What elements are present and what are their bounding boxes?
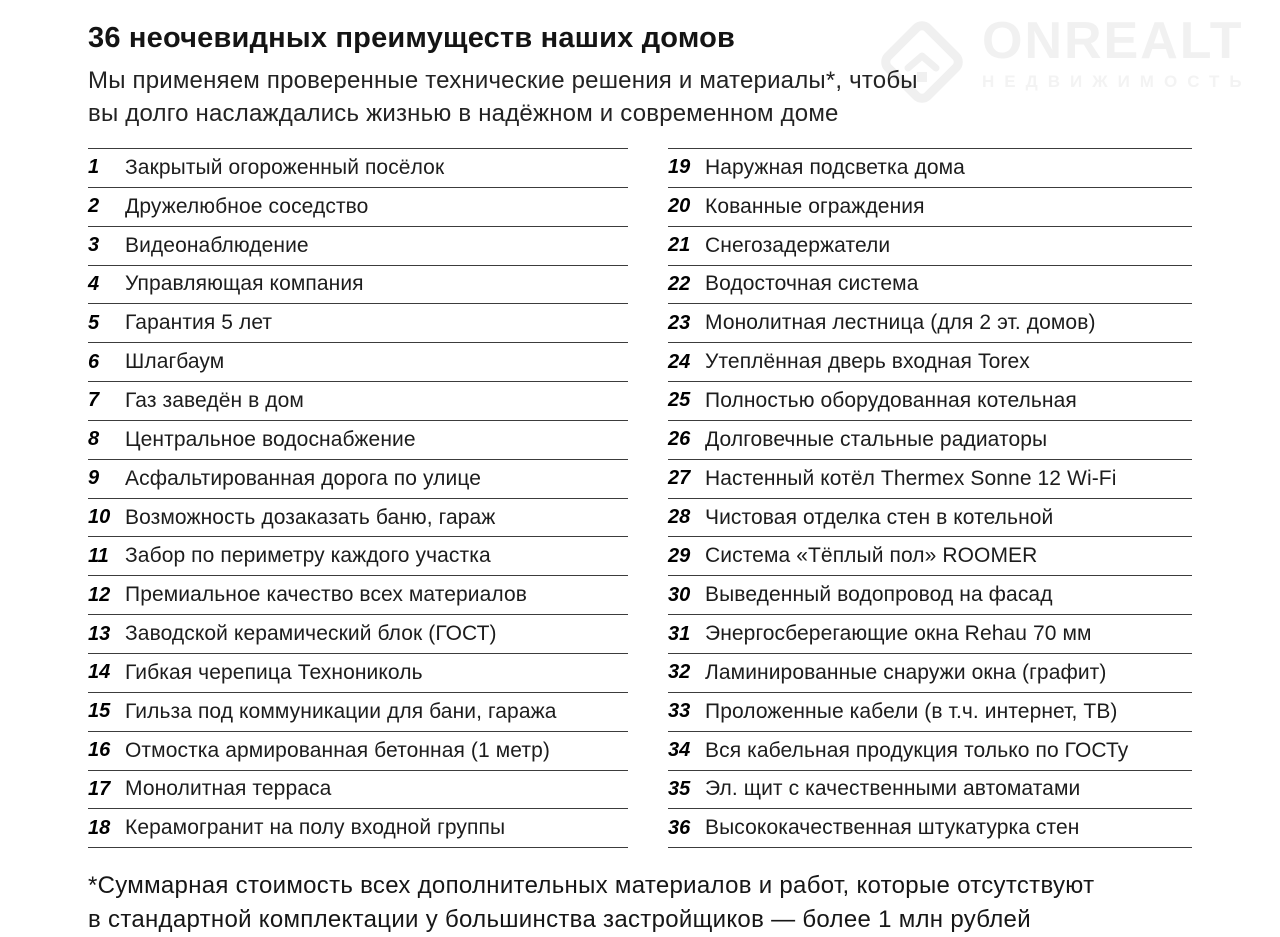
advantage-label: Гибкая черепица Технониколь [125,660,423,684]
advantage-label: Выведенный водопровод на фасад [705,583,1053,607]
advantage-number: 15 [88,700,111,723]
advantage-number: 1 [88,156,100,179]
advantage-number: 23 [668,311,691,334]
subtitle-line-2: вы долго наслаждались жизнью в надёжном и современном доме [88,100,839,127]
advantage-number: 27 [668,467,691,490]
advantage-row [668,692,1192,731]
advantage-row [668,420,1192,459]
advantage-number: 22 [668,272,691,295]
advantages-column-right [668,148,1192,848]
advantage-number: 19 [668,156,691,179]
advantage-number: 11 [88,544,109,567]
advantage-number: 16 [88,739,111,762]
advantage-label: Настенный котёл Thermex Sonne 12 Wi-Fi [705,466,1117,490]
advantage-number: 4 [88,272,100,295]
advantage-row [88,692,628,731]
advantage-row [88,420,628,459]
advantage-row [88,226,628,265]
advantage-label: Газ заведён в дом [125,388,304,412]
advantage-label: Премиальное качество всех материалов [125,583,528,607]
advantage-label: Система «Тёплый пол» ROOMER [705,544,1038,568]
watermark-brand: ONREALT [982,12,1244,70]
advantage-row [668,459,1192,498]
advantage-row [668,808,1192,847]
advantage-label: Шлагбаум [125,350,225,374]
advantage-label: Центральное водоснабжение [125,427,416,451]
advantage-number: 24 [668,350,691,373]
page-title: 36 неочевидных преимуществ наших домов [88,22,736,54]
advantage-label: Видеонаблюдение [125,233,309,257]
advantage-number: 6 [88,350,100,373]
advantage-label: Энергосберегающие окна Rehau 70 мм [705,622,1092,646]
advantage-label: Проложенные кабели (в т.ч. интернет, ТВ) [705,699,1118,723]
footnote-line-2-partial: в стандартной комплектации у большинства застройщиков — более 1 млн рублей [88,906,1031,933]
advantage-label: Утеплённая дверь входная Torex [705,350,1030,374]
advantage-row [88,653,628,692]
subtitle-line-1: Мы применяем проверенные технические решения и материалы*, чтобы [88,67,918,94]
advantage-number: 25 [668,389,691,412]
advantage-number: 35 [668,777,691,800]
advantage-row [668,265,1192,304]
advantage-number: 5 [88,311,100,334]
advantage-row [88,808,628,847]
advantage-number: 26 [668,428,691,451]
advantage-number: 30 [668,583,691,606]
advantage-label: Гильза под коммуникации для бани, гаража [125,699,557,723]
advantage-row [668,614,1192,653]
advantage-label: Эл. щит с качественными автоматами [705,777,1081,801]
advantage-number: 10 [88,506,111,529]
advantage-number: 28 [668,506,691,529]
advantage-row [88,381,628,420]
watermark-text [982,12,1252,92]
advantage-row [668,381,1192,420]
advantage-label: Гарантия 5 лет [125,311,273,335]
advantages-column-left [88,148,628,848]
advantage-number: 36 [668,816,691,839]
onrealt-watermark [872,12,1252,112]
advantage-number: 34 [668,739,691,762]
advantage-label: Наружная подсветка дома [705,155,965,179]
advantages-columns [88,148,1192,848]
advantage-label: Дружелюбное соседство [125,194,369,218]
advantage-number: 29 [668,544,691,567]
advantage-number: 14 [88,661,111,684]
advantage-row [668,536,1192,575]
advantage-label: Высококачественная штукатурка стен [705,816,1080,840]
advantage-row [668,303,1192,342]
advantage-row [88,303,628,342]
advantage-row [668,148,1192,187]
advantage-row [88,498,628,537]
advantage-row [668,498,1192,537]
advantage-number: 20 [668,195,691,218]
advantage-number: 9 [88,467,100,490]
advantage-label: Чистовая отделка стен в котельной [705,505,1054,529]
advantage-label: Керамогранит на полу входной группы [125,816,506,840]
advantage-label: Долговечные стальные радиаторы [705,427,1048,451]
advantage-row [668,575,1192,614]
page-subtitle [88,64,918,130]
advantage-number: 31 [668,622,691,645]
advantage-row [88,770,628,809]
advantage-number: 18 [88,816,111,839]
advantage-label: Заводской керамический блок (ГОСТ) [125,622,497,646]
advantage-row [668,342,1192,381]
advantage-row [668,770,1192,809]
advantage-label: Монолитная терраса [125,777,332,801]
advantage-label: Закрытый огороженный посёлок [125,155,445,179]
advantage-row [88,536,628,575]
advantage-row [88,575,628,614]
advantage-label: Забор по периметру каждого участка [125,544,491,568]
advantage-row [88,265,628,304]
advantage-row [88,148,628,187]
advantage-label: Отмостка армированная бетонная (1 метр) [125,738,550,762]
advantage-row [88,731,628,770]
advantage-number: 2 [88,195,100,218]
advantage-label: Вся кабельная продукция только по ГОСТу [705,738,1129,762]
advantage-row [88,459,628,498]
advantage-label: Возможность дозаказать баню, гараж [125,505,496,529]
advantage-row [88,614,628,653]
advantage-row [668,731,1192,770]
advantage-label: Снегозадержатели [705,233,891,257]
advantage-label: Управляющая компания [125,272,364,296]
advantage-label: Полностью оборудованная котельная [705,388,1077,412]
advantage-number: 7 [88,389,100,412]
advantage-row [668,226,1192,265]
advantage-label: Ламинированные снаружи окна (графит) [705,660,1107,684]
advantage-number: 17 [88,777,111,800]
advantage-number: 3 [88,234,100,257]
advantage-number: 13 [88,622,111,645]
advantage-label: Асфальтированная дорога по улице [125,466,481,490]
advantage-label: Кованные ограждения [705,194,925,218]
advantage-number: 12 [88,583,111,606]
advantage-number: 8 [88,428,100,451]
footnote-line-1: *Суммарная стоимость всех дополнительных материалов и работ, которые отсутствуют [88,872,1095,899]
footnote [88,869,1248,937]
watermark-tagline: НЕДВИЖИМОСТЬ [982,72,1252,91]
advantage-row [88,187,628,226]
advantage-row [668,187,1192,226]
advantage-number: 33 [668,700,691,723]
advantage-row [668,653,1192,692]
advantage-number: 32 [668,661,691,684]
advantage-row [88,342,628,381]
advantage-number: 21 [668,234,691,257]
advantage-label: Монолитная лестница (для 2 эт. домов) [705,311,1096,335]
advantage-label: Водосточная система [705,272,919,296]
